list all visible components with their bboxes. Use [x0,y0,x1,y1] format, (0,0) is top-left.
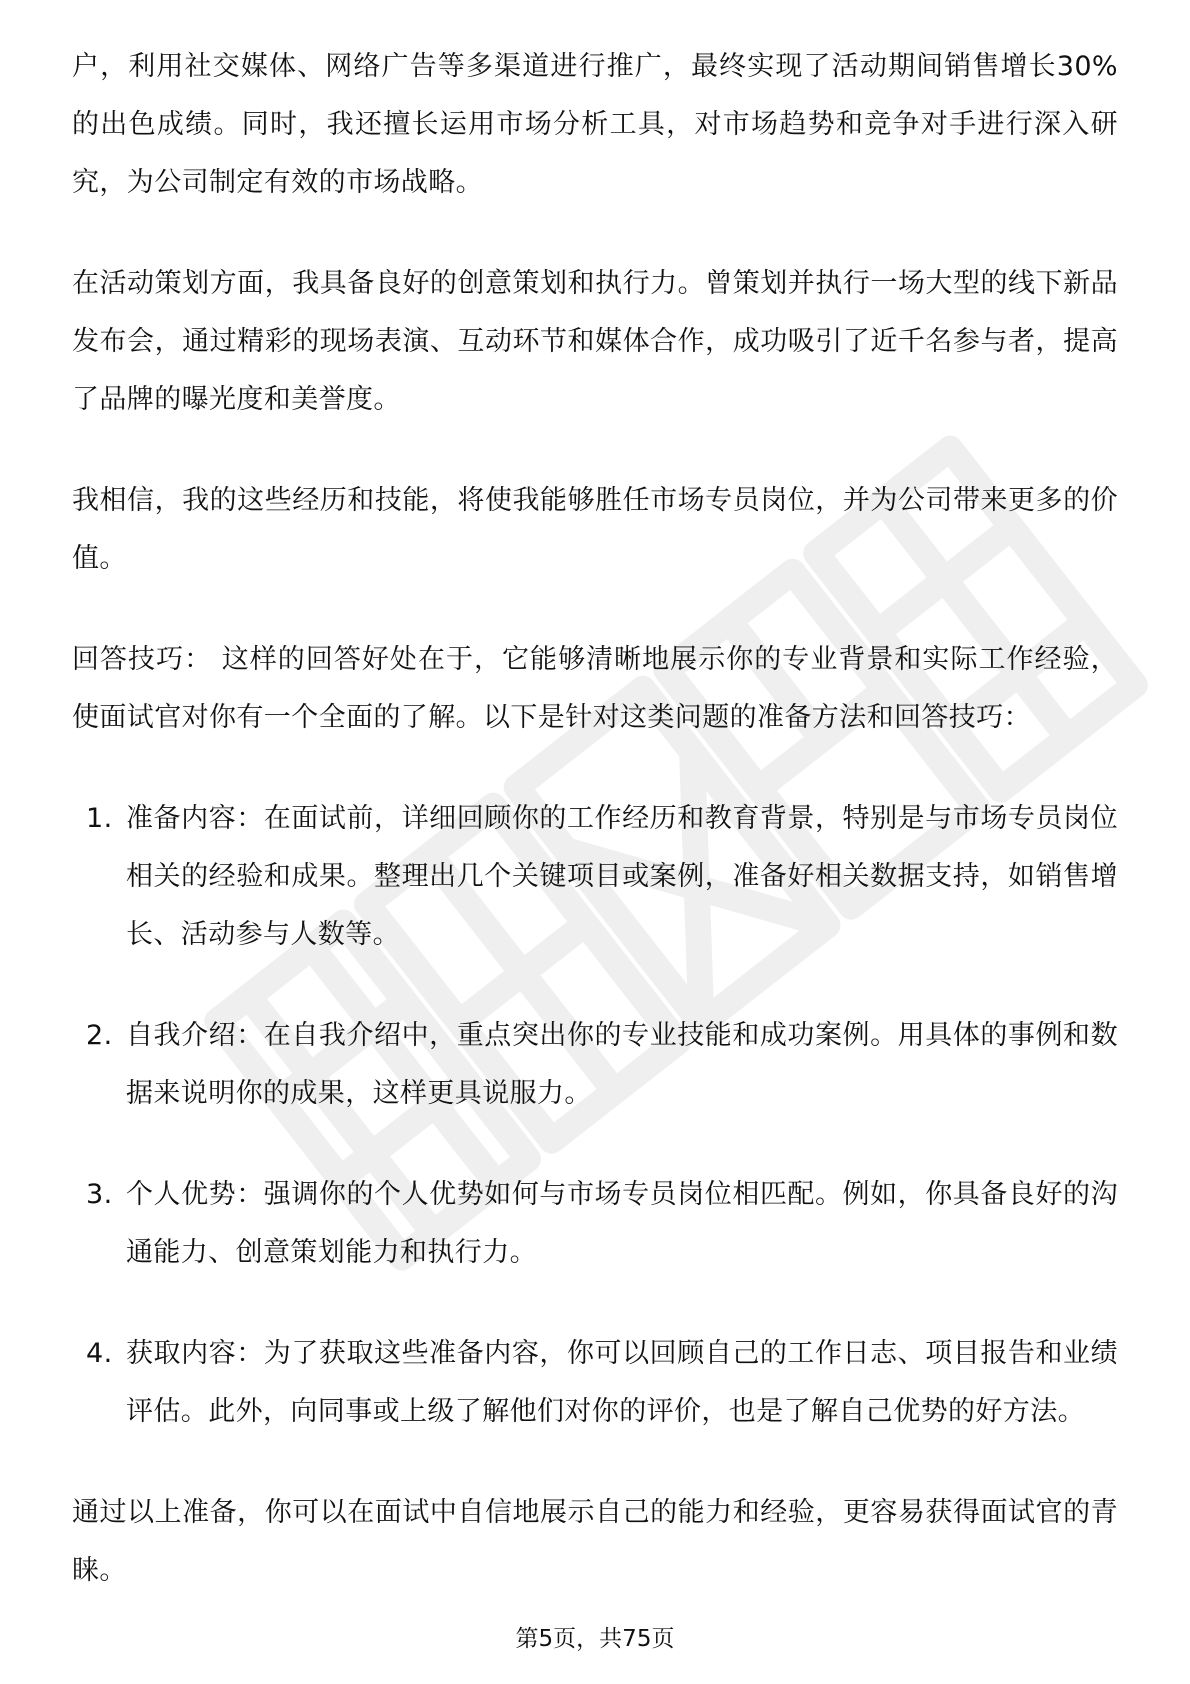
list-item-number: 2. [86,1020,113,1051]
list-item [72,1007,1118,1123]
list-item-number: 1. [86,803,113,834]
list-item [72,1325,1118,1441]
list-item-number: 4. [86,1338,113,1369]
list-item-number: 3. [86,1179,113,1210]
list-item [72,790,1118,964]
paragraph-1: 户，利用社交媒体、网络广告等多渠道进行推广，最终实现了活动期间销售增长30%的出色成绩。同时，我还擅长运用市场分析工具，对市场趋势和竞争对手进行深入研究，为公司制定有效的市场战略。 [72,51,1118,198]
list-item-text: 个人优势：强调你的个人优势如何与市场专员岗位相匹配。例如，你具备良好的沟通能力、创意策划能力和执行力。 [126,1179,1118,1268]
list-item-text: 自我介绍：在自我介绍中，重点突出你的专业技能和成功案例。用具体的事例和数据来说明你的成果，这样更具说服力。 [126,1020,1118,1109]
paragraph-3: 我相信，我的这些经历和技能，将使我能够胜任市场专员岗位，并为公司带来更多的价值。 [72,485,1118,574]
list-item-text: 准备内容：在面试前，详细回顾你的工作经历和教育背景，特别是与市场专员岗位相关的经验和成果。整理出几个关键项目或案例，准备好相关数据支持，如销售增长、活动参与人数等。 [126,803,1118,950]
page-number-footer: 第5页，共75页 [515,1626,675,1652]
list-item [72,1166,1118,1282]
paragraph-2: 在活动策划方面，我具备良好的创意策划和执行力。曾策划并执行一场大型的线下新品发布会，通过精彩的现场表演、互动环节和媒体合作，成功吸引了近千名参与者，提高了品牌的曝光度和美誉度。 [72,268,1118,415]
list-item-text: 获取内容：为了获取这些准备内容，你可以回顾自己的工作日志、项目报告和业绩评估。此外，向同事或上级了解他们对你的评价，也是了解自己优势的好方法。 [126,1338,1118,1427]
paragraph-tips-intro: 回答技巧： 这样的回答好处在于，它能够清晰地展示你的专业背景和实际工作经验，使面试官对你有一个全面的了解。以下是针对这类问题的准备方法和回答技巧： [72,644,1118,733]
paragraph-conclusion: 通过以上准备，你可以在面试中自信地展示自己的能力和经验，更容易获得面试官的青睐。 [72,1497,1118,1586]
document-body [72,38,1118,1643]
tips-list [72,790,1118,1441]
